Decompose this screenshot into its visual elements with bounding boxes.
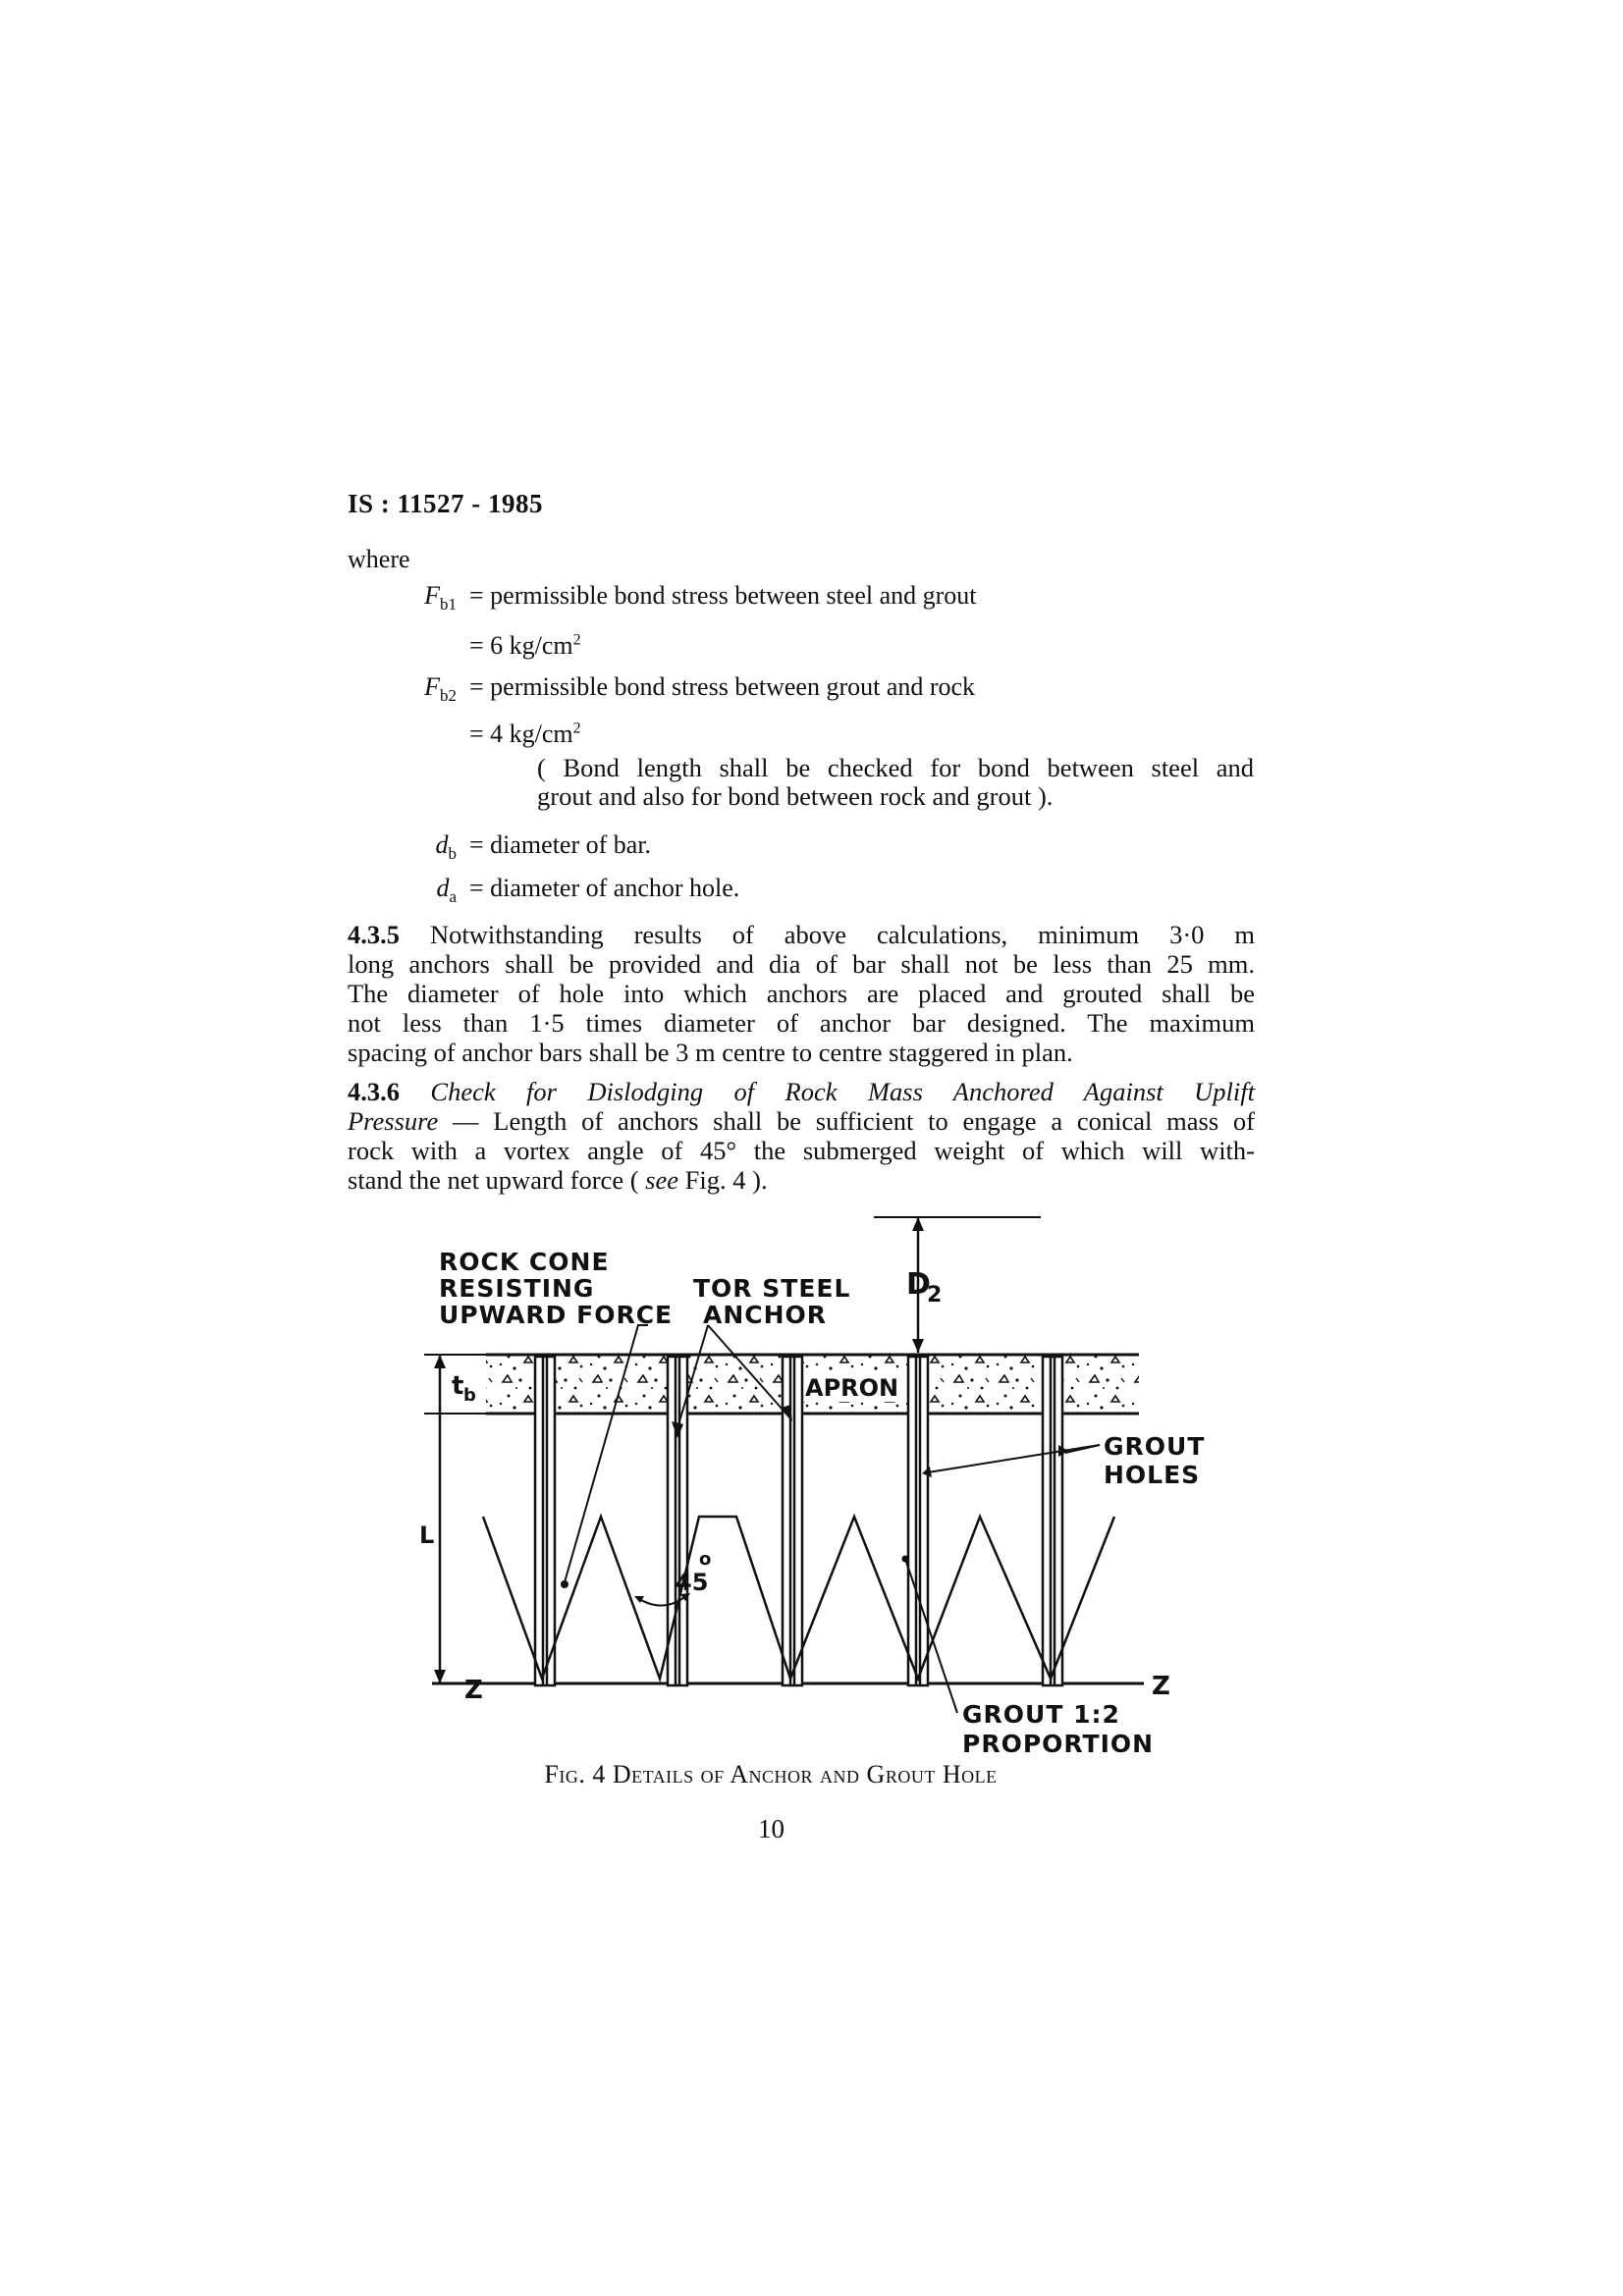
bond-note-line1: ( Bond length shall be checked for bond between steel and [537, 753, 1254, 782]
where-label: where [348, 545, 410, 573]
angle-label: 45 [676, 1569, 709, 1596]
clause-435-line2: long anchors shall be provided and dia of bar shall not be less than 25 mm. [348, 949, 1255, 979]
rock-cone-label-1: ROCK CONE [439, 1248, 610, 1276]
d2-dimension [874, 1217, 1041, 1353]
definition-fb2: = permissible bond stress between grout and rock [469, 672, 976, 701]
clause-435-line4: not less than 1·5 times diameter of anchor bar designed. The maximum [348, 1008, 1255, 1038]
page-number: 10 [758, 1814, 784, 1843]
symbol-da: $d_a$ [436, 874, 457, 907]
rock-cone-label-3: UPWARD FORCE [439, 1301, 674, 1329]
grout-holes-label-2: HOLES [1104, 1461, 1201, 1489]
apron-label: APRON [805, 1374, 899, 1402]
angle-degree: o [699, 1549, 712, 1570]
grout-holes-label-1: GROUT [1104, 1432, 1206, 1461]
definition-fb1: = permissible bond stress between steel and grout [469, 581, 977, 610]
grout-prop-label-1: GROUT 1:2 [962, 1700, 1120, 1729]
value-fb2: = 4 $kg/cm^2$ [469, 720, 581, 748]
symbol-fb1: $F_{b1}$ [424, 581, 457, 614]
definition-db: = diameter of bar. [469, 830, 652, 859]
grout-prop-label-2: PROPORTION [962, 1730, 1155, 1758]
l-label: L [419, 1522, 435, 1549]
tor-steel-label-2: ANCHOR [703, 1301, 828, 1329]
value-fb1: = 6 $kg/cm^2$ [469, 631, 581, 660]
tor-steel-label-1: TOR STEEL [693, 1274, 851, 1303]
clause-436-line1: 4.3.6 Check for Dislodging of Rock Mass Anchored Against Uplift [348, 1077, 1255, 1106]
clause-435-line1: 4.3.5 Notwithstanding results of above calculations, minimum 3·0 m [348, 920, 1255, 949]
clause-436-line2: Pressure — Length of anchors shall be sufficient to engage a conical mass of [348, 1106, 1255, 1136]
clause-436-line4: stand the net upward force ( see Fig. 4 ). [348, 1165, 768, 1195]
z-left-label: Z [464, 1676, 483, 1705]
figure-caption: Fig. 4 Details of Anchor and Grout Hole [544, 1760, 998, 1789]
clause-435-line3: The diameter of hole into which anchors are placed and grouted shall be [348, 979, 1255, 1008]
clause-436-line3: rock with a vortex angle of 45° the submerged weight of which will with- [348, 1136, 1255, 1165]
tb-label: t [452, 1371, 464, 1401]
d2-subscript: 2 [927, 1283, 943, 1308]
symbol-db: $d_b$ [435, 830, 457, 864]
bond-note-line2: grout and also for bond between rock and grout ). [537, 781, 1054, 811]
z-right-label: Z [1152, 1672, 1170, 1701]
definition-da: = diameter of anchor hole. [469, 874, 740, 902]
document-id: IS : 11527 - 1985 [348, 489, 544, 518]
rock-cone-label-2: RESISTING [439, 1274, 595, 1303]
d2-label: D [906, 1267, 931, 1302]
tb-subscript: b [463, 1385, 476, 1406]
symbol-fb2: $F_{b2}$ [424, 672, 457, 706]
clause-435-line5: spacing of anchor bars shall be 3 m centre to centre staggered in plan. [348, 1038, 1073, 1067]
tb-l-dimension [424, 1355, 486, 1683]
